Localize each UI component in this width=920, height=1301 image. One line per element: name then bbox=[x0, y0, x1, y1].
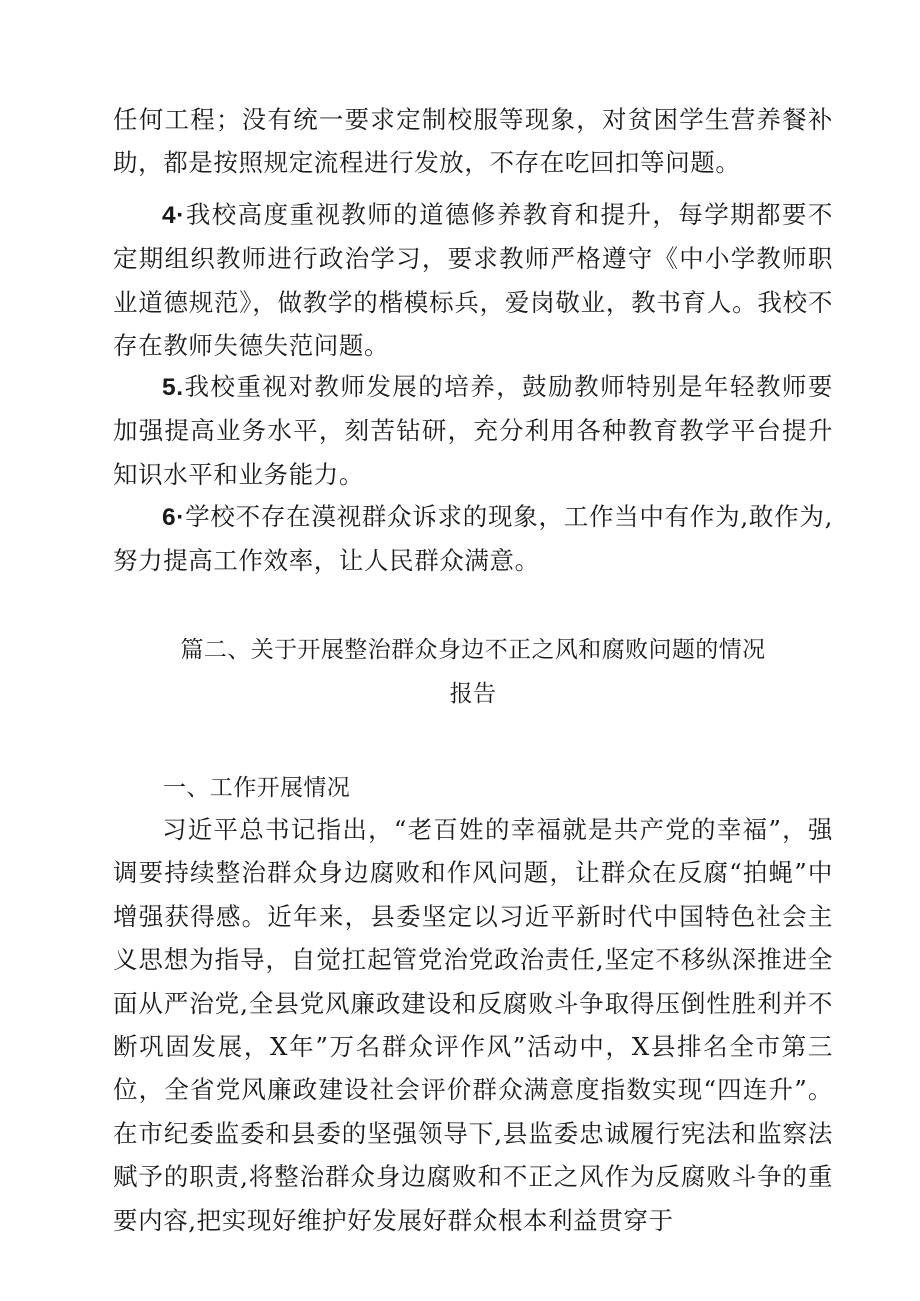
paragraph-text: 任何工程；没有统一要求定制校服等现象，对贫困学生营养餐补助，都是按照规定流程进行发放，不存在吃回扣等问题。 bbox=[113, 105, 833, 178]
section-heading: 一、工作开展情况 bbox=[163, 775, 351, 801]
item-number: 6· bbox=[162, 504, 185, 531]
item-number: 5. bbox=[162, 374, 184, 401]
paragraph-text: 习近平总书记指出，“老百姓的幸福就是共产党的幸福”，强调要持续整治群众身边腐败和作风问题，让群众在反腐“拍蝇”中增强获得感。近年来，县委坚定以习近平新时代中国特色社会主义思想为指导，自觉扛起管党治党政治责任,坚定不移纵深推进全面从严治党,全县党风廉政建设和反腐败斗争取得压倒性胜利并不断巩固发展，X年”万名群众评作风”活动中，X县排名全市第三位，全省党风廉政建设社会评价群众满意度指数实现“四连升”。在市纪委监委和县委的坚强领导下,县监委忠诚履行宪法和监察法赋予的职责,将整治群众身边腐败和不正之风作为反腐败斗争的重要内容,把实现好维护好发展好群众根本利益贯穿于 bbox=[113, 815, 833, 1235]
body-paragraph bbox=[113, 808, 833, 1242]
document-title-line-1: 篇二、关于开展整治群众身边不正之风和腐败问题的情况 bbox=[180, 637, 766, 663]
item-number: 4· bbox=[162, 202, 185, 229]
paragraph-item-4 bbox=[113, 193, 833, 368]
paragraph-item-6 bbox=[113, 495, 833, 583]
paragraph-continued bbox=[113, 98, 833, 185]
paragraph-text: 学校不存在漠视群众诉求的现象，工作当中有作为,敢作为,努力提高工作效率，让人民群众满意。 bbox=[113, 502, 833, 576]
document-title-line-2: 报告 bbox=[449, 681, 497, 707]
paragraph-text: 我校高度重视教师的道德修养教育和提升，每学期都要不定期组织教师进行政治学习，要求教师严格遵守《中小学教师职业道德规范》，做教学的楷模标兵，爱岗敬业，教书育人。我校不存在教师失德失范问题。 bbox=[113, 200, 833, 361]
paragraph-text: 我校重视对教师发展的培养，鼓励教师特别是年轻教师要加强提高业务水平，刻苦钻研，充分利用各种教育教学平台提升知识水平和业务能力。 bbox=[113, 372, 833, 489]
paragraph-item-5 bbox=[113, 365, 833, 496]
